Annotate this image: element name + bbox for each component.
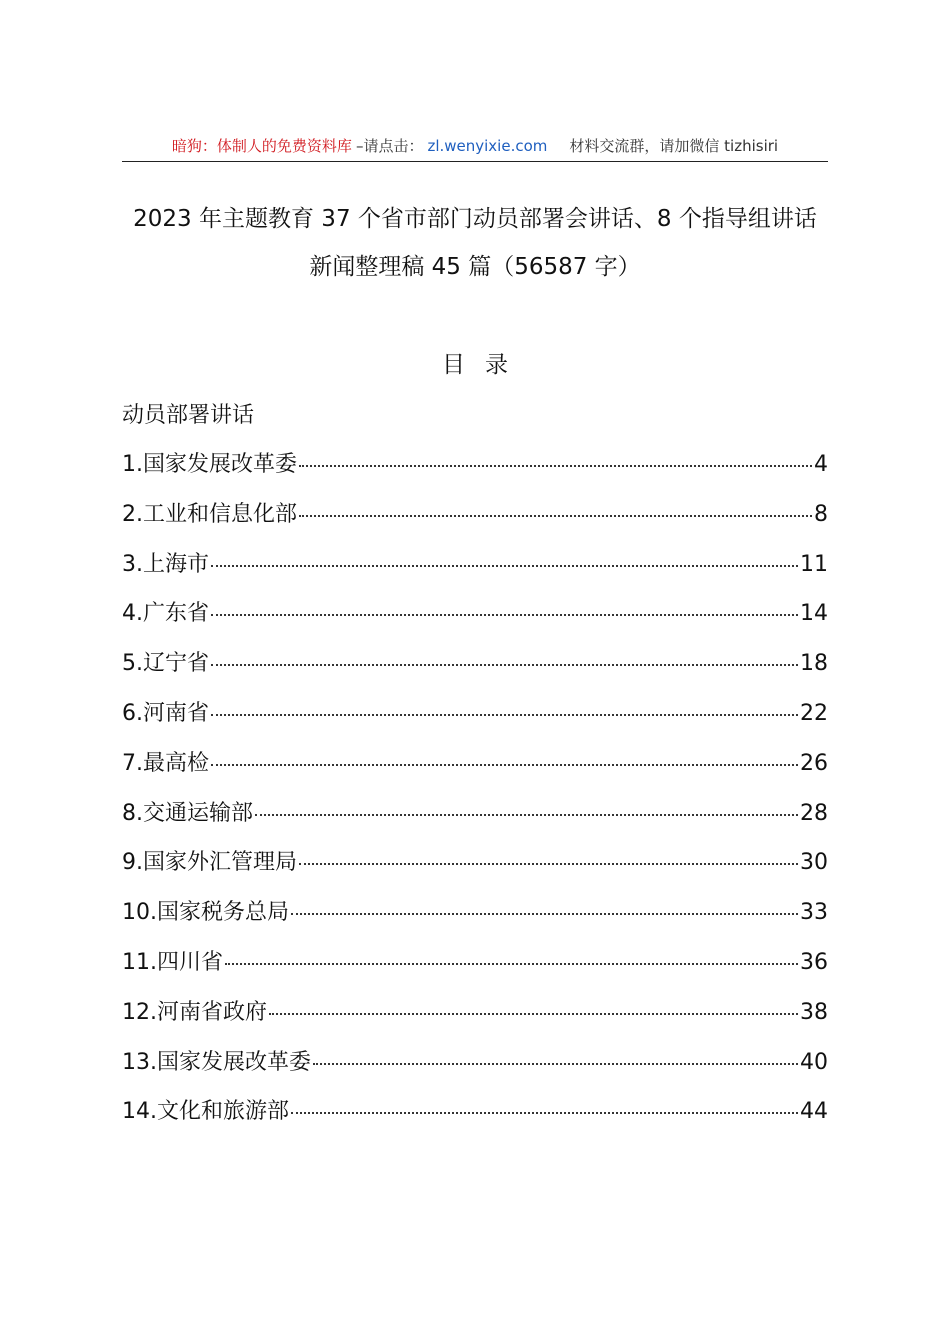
toc-entry-label: 12.河南省政府 [122, 999, 267, 1025]
toc-leader-dots [313, 1063, 798, 1065]
toc-entry-label: 11.四川省 [122, 949, 223, 975]
toc-leader-dots [211, 664, 798, 666]
toc-leader-dots [255, 814, 798, 816]
toc-section-label: 动员部署讲话 [122, 403, 255, 428]
toc-entry-page: 18 [800, 651, 828, 677]
header-link[interactable]: zl.wenyixie.com [427, 137, 548, 155]
toc-leader-dots [211, 614, 798, 616]
toc-leader-dots [299, 515, 812, 517]
toc-leader-dots [299, 863, 798, 865]
toc-entry-label: 5.辽宁省 [122, 651, 209, 677]
toc-leader-dots [269, 1013, 798, 1015]
toc-entry[interactable] [122, 1094, 828, 1144]
toc-entry-label: 4.广东省 [122, 601, 209, 627]
toc-leader-dots [211, 714, 798, 716]
toc-entry[interactable] [122, 895, 828, 945]
toc-entry-label: 2.工业和信息化部 [122, 501, 297, 527]
toc-entry[interactable] [122, 945, 828, 995]
toc-heading: 目录 [442, 352, 528, 378]
toc-entry[interactable] [122, 447, 828, 497]
toc-entry-label: 14.文化和旅游部 [122, 1099, 289, 1125]
toc-entry-page: 36 [800, 949, 828, 975]
toc-leader-dots [211, 565, 798, 567]
toc-entry[interactable] [122, 596, 828, 646]
header-click-prompt: –请点击： [355, 137, 424, 155]
toc-entry[interactable] [122, 497, 828, 547]
toc-entry-page: 38 [800, 999, 828, 1025]
table-of-contents [122, 447, 828, 1144]
toc-entry-page: 40 [800, 1049, 828, 1075]
toc-entry-page: 28 [800, 800, 828, 826]
toc-entry-label: 6.河南省 [122, 700, 209, 726]
toc-entry[interactable] [122, 746, 828, 796]
toc-entry-label: 7.最高检 [122, 750, 209, 776]
toc-entry[interactable] [122, 995, 828, 1045]
toc-entry-page: 33 [800, 900, 828, 926]
toc-leader-dots [299, 465, 812, 467]
toc-entry-page: 22 [800, 700, 828, 726]
toc-entry-page: 30 [800, 850, 828, 876]
toc-entry[interactable] [122, 547, 828, 597]
toc-leader-dots [211, 764, 798, 766]
header-site-name: 暗狗：体制人的免费资料库 [171, 137, 352, 155]
toc-entry[interactable] [122, 845, 828, 895]
toc-leader-dots [291, 913, 798, 915]
toc-entry[interactable] [122, 696, 828, 746]
toc-entry-page: 26 [800, 750, 828, 776]
toc-entry-page: 14 [800, 601, 828, 627]
toc-entry-label: 1.国家发展改革委 [122, 452, 297, 477]
toc-entry-page: 11 [800, 551, 828, 577]
document-title-line-2: 新闻整理稿 45 篇（56587 字） [309, 254, 641, 280]
toc-entry[interactable] [122, 646, 828, 696]
page-header [122, 135, 828, 162]
toc-entry-label: 8.交通运输部 [122, 800, 253, 826]
toc-entry-label: 3.上海市 [122, 551, 209, 577]
header-wechat-note: 材料交流群，请加微信 tizhisiri [569, 137, 779, 155]
toc-leader-dots [225, 963, 798, 965]
toc-entry-label: 9.国家外汇管理局 [122, 850, 297, 876]
document-title-line-1: 2023 年主题教育 37 个省市部门动员部署会讲话、8 个指导组讲话 [133, 206, 817, 232]
toc-entry-page: 44 [800, 1099, 828, 1125]
toc-entry[interactable] [122, 1045, 828, 1095]
toc-entry-label: 10.国家税务总局 [122, 900, 289, 926]
toc-leader-dots [291, 1112, 798, 1114]
toc-entry-label: 13.国家发展改革委 [122, 1049, 311, 1075]
toc-entry-page: 8 [814, 501, 828, 527]
toc-entry-page: 4 [814, 452, 828, 477]
toc-entry[interactable] [122, 796, 828, 846]
